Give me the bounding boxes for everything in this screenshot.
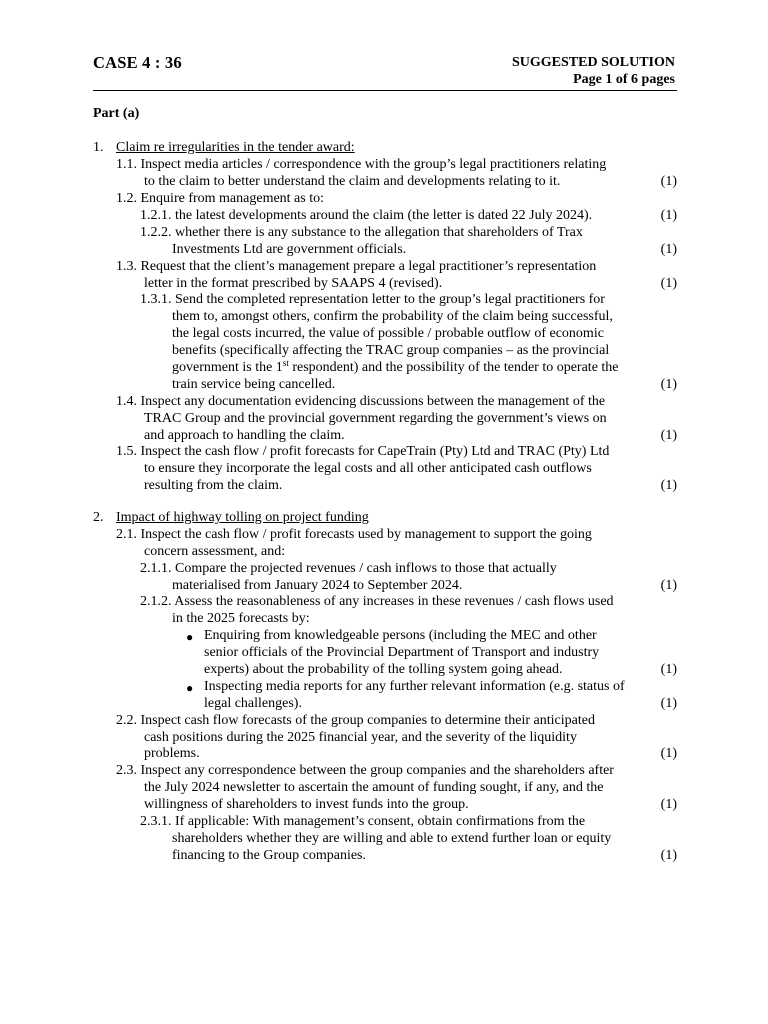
text-line: them to, amongst others, confirm the probability of the claim being successful,: [172, 309, 613, 324]
text-line: 1.3.1. Send the completed representation letter to the group’s legal practitioners for: [140, 292, 605, 307]
text-line: experts) about the probability of the tolling system going ahead. (1): [204, 662, 677, 677]
mark-allocation: (1): [660, 377, 677, 392]
text-line: government is the 1st respondent) and the possibility of the tender to operate the: [172, 358, 619, 375]
text-line: senior officials of the Provincial Department of Transport and industry: [204, 645, 600, 660]
mark-allocation: (1): [660, 662, 677, 677]
bullet-icon: ●: [186, 681, 194, 695]
text-line: TRAC Group and the provincial government regarding the government’s views on: [144, 411, 607, 426]
text-line: train service being cancelled. (1): [172, 377, 677, 392]
text-line: 2.1. Inspect the cash flow / profit forecasts used by management to support the going: [116, 527, 592, 542]
mark-allocation: (1): [660, 242, 677, 257]
mark-allocation: (1): [660, 174, 677, 189]
text-line: 2.3. Inspect any correspondence between the group companies and the shareholders after: [116, 763, 614, 778]
part-heading: Part (a): [93, 106, 140, 121]
text-line: shareholders whether they are willing and able to extend further loan or equity: [172, 831, 612, 846]
text-line: 1.3. Request that the client’s management prepare a legal practitioner’s representation: [116, 259, 597, 274]
text-line: letter in the format prescribed by SAAPS 4 (revised). (1): [144, 276, 677, 291]
text-line: to ensure they incorporate the legal costs and all other anticipated cash outflows: [144, 461, 592, 476]
text-line: 2.2. Inspect cash flow forecasts of the group companies to determine their anticipated: [116, 713, 595, 728]
section-heading: [0, 510, 768, 527]
text-line: Investments Ltd are government officials. (1): [172, 242, 677, 257]
header-rule: [93, 90, 677, 91]
mark-allocation: (1): [660, 578, 677, 593]
mark-allocation: (1): [660, 478, 677, 493]
text-line: 1.2.2. whether there is any substance to the allegation that shareholders of Trax: [140, 225, 583, 240]
text-line: 1.4. Inspect any documentation evidencing discussions between the management of the: [116, 394, 606, 409]
text-line: 2.1.2. Assess the reasonableness of any increases in these revenues / cash flows used: [140, 594, 614, 609]
text-line: willingness of shareholders to invest funds into the group. (1): [144, 797, 677, 812]
text-line: the legal costs incurred, the value of possible / probable outflow of economic: [172, 326, 604, 341]
text-line: the July 2024 newsletter to ascertain the amount of funding sought, if any, and the: [144, 780, 604, 795]
mark-allocation: (1): [660, 746, 677, 761]
solution-label: SUGGESTED SOLUTION: [512, 55, 675, 70]
text-line: problems. (1): [144, 746, 677, 761]
text-line: 1.1. Inspect media articles / correspondence with the group’s legal practitioners relating: [116, 157, 607, 172]
bullet-line: ● Enquiring from knowledgeable persons (including the MEC and other: [186, 628, 597, 644]
section-title: Claim re irregularities in the tender award:: [116, 140, 355, 155]
section-heading: [0, 140, 768, 157]
mark-allocation: (1): [660, 276, 677, 291]
text-line: concern assessment, and:: [144, 544, 286, 559]
bullet-line: ● Inspecting media reports for any further relevant information (e.g. status of: [186, 679, 625, 695]
text-line: in the 2025 forecasts by:: [172, 611, 310, 626]
mark-allocation: (1): [660, 208, 677, 223]
text-line: resulting from the claim. (1): [144, 478, 677, 493]
bullet-icon: ●: [186, 630, 194, 644]
text-line: benefits (specifically affecting the TRAC group companies – as the provincial: [172, 343, 610, 358]
text-line: 2.1.1. Compare the projected revenues / cash inflows to those that actually: [140, 561, 557, 576]
section-number: 1.: [93, 140, 104, 155]
text-line: 1.2. Enquire from management as to:: [116, 191, 324, 206]
mark-allocation: (1): [660, 428, 677, 443]
mark-allocation: (1): [660, 848, 677, 863]
mark-allocation: (1): [660, 797, 677, 812]
text-line: legal challenges). (1): [204, 696, 677, 711]
text-line: cash positions during the 2025 financial year, and the severity of the liquidity: [144, 730, 577, 745]
text-line: to the claim to better understand the claim and developments relating to it. (1): [144, 174, 677, 189]
section-title: Impact of highway tolling on project funding: [116, 510, 369, 525]
mark-allocation: (1): [660, 696, 677, 711]
text-line: financing to the Group companies. (1): [172, 848, 677, 863]
page-indicator: Page 1 of 6 pages: [573, 72, 675, 87]
text-line: 1.5. Inspect the cash flow / profit forecasts for CapeTrain (Pty) Ltd and TRAC (Pty) Ltd: [116, 444, 610, 459]
text-line: and approach to handling the claim. (1): [144, 428, 677, 443]
text-line: 2.3.1. If applicable: With management’s consent, obtain confirmations from the: [140, 814, 586, 829]
text-line: materialised from January 2024 to September 2024. (1): [172, 578, 677, 593]
case-number: CASE 4 : 36: [93, 53, 182, 72]
section-number: 2.: [93, 510, 104, 525]
text-line: 1.2.1. the latest developments around the claim (the letter is dated 22 July 2024). (1): [140, 208, 677, 223]
